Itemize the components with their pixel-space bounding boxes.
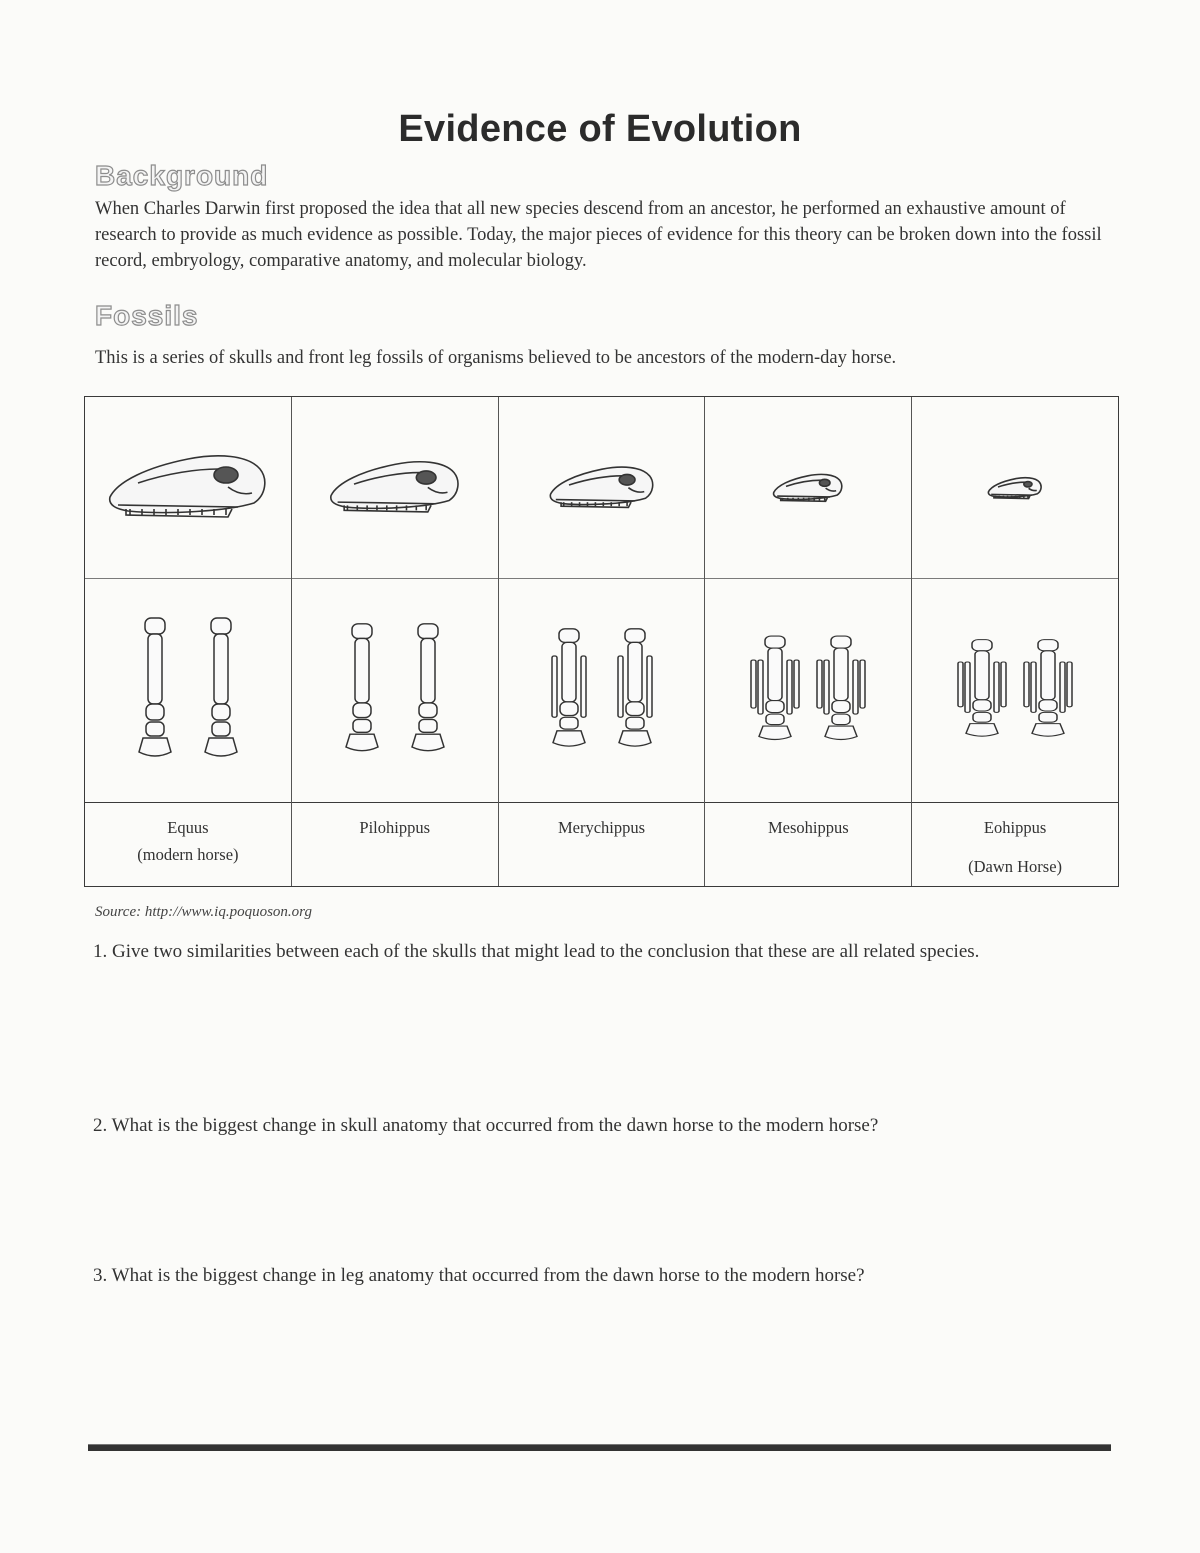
leg-bones-illustration — [292, 578, 498, 802]
fossil-table — [84, 396, 1119, 887]
skull-drawing — [331, 462, 458, 512]
leg-bones-illustration — [499, 578, 705, 802]
leg-bone-drawing — [958, 640, 1006, 737]
species-note: (Dawn Horse) — [968, 857, 1063, 876]
species-name: Pilohippus — [359, 818, 430, 837]
leg-cell — [499, 578, 706, 802]
leg-row — [85, 578, 1118, 803]
skull-illustration — [705, 397, 911, 578]
skull-illustration — [912, 397, 1118, 578]
leg-cell — [705, 578, 912, 802]
leg-bone-drawing — [205, 618, 237, 756]
skull-drawing — [550, 467, 652, 507]
skull-cell — [912, 397, 1118, 578]
species-name-cell — [912, 802, 1118, 886]
leg-bone-drawing — [751, 636, 799, 740]
leg-bone-drawing — [412, 624, 444, 751]
leg-bones-illustration — [85, 578, 291, 802]
leg-bones-illustration — [705, 578, 911, 802]
fossils-heading: Fossils — [95, 300, 199, 331]
skull-drawing — [989, 478, 1042, 499]
bottom-rule — [88, 1444, 1111, 1451]
skull-illustration — [85, 397, 291, 578]
background-heading: Background — [95, 160, 269, 191]
skull-cell — [85, 397, 292, 578]
species-name: Mesohippus — [767, 818, 849, 837]
species-name-cell — [292, 802, 499, 886]
leg-bone-drawing — [1024, 640, 1072, 737]
leg-cell — [292, 578, 499, 802]
species-note: (modern horse) — [137, 845, 239, 864]
leg-cell — [85, 578, 292, 802]
skull-drawing — [774, 474, 842, 501]
leg-bones-illustration — [912, 578, 1118, 802]
skull-drawing — [110, 456, 265, 517]
question-3: 3. What is the biggest change in leg anatomy that occurred from the dawn horse to the modern horse? — [93, 1265, 865, 1286]
leg-bone-drawing — [139, 618, 171, 756]
background-paragraph: When Charles Darwin first proposed the idea that all new species descend from an ancestor, he performed an exhaustive amount of research to provide as much evidence as possible. Today, the major pieces of evidence for this theory can be broken down into the fossil record, embryology, comparative anatomy, and molecular biology. — [95, 199, 1102, 271]
species-name-cell — [85, 802, 292, 886]
leg-bone-drawing — [552, 629, 586, 746]
leg-bone-drawing — [817, 636, 865, 740]
skull-illustration — [292, 397, 498, 578]
leg-cell — [912, 578, 1118, 802]
species-name-cell — [705, 802, 912, 886]
skull-illustration — [499, 397, 705, 578]
skull-cell — [705, 397, 912, 578]
skull-cell — [292, 397, 499, 578]
species-name: Merychippus — [557, 818, 646, 837]
leg-bone-drawing — [346, 624, 378, 751]
page-title: Evidence of Evolution — [398, 108, 802, 150]
leg-bone-drawing — [618, 629, 652, 746]
species-name: Equus — [167, 818, 209, 837]
species-name: Eohippus — [983, 818, 1047, 837]
question-1: 1. Give two similarities between each of the skulls that might lead to the conclusion that these are all related species. — [93, 941, 980, 962]
fossils-intro: This is a series of skulls and front leg fossils of organisms believed to be ancestors of the modern-day horse. — [95, 348, 897, 368]
question-2: 2. What is the biggest change in skull anatomy that occurred from the dawn horse to the modern horse? — [93, 1115, 879, 1136]
species-name-cell — [499, 802, 706, 886]
species-name-row — [85, 802, 1118, 886]
source-citation: Source: http://www.iq.poquoson.org — [95, 904, 312, 920]
skull-cell — [499, 397, 706, 578]
skull-row — [85, 397, 1118, 579]
